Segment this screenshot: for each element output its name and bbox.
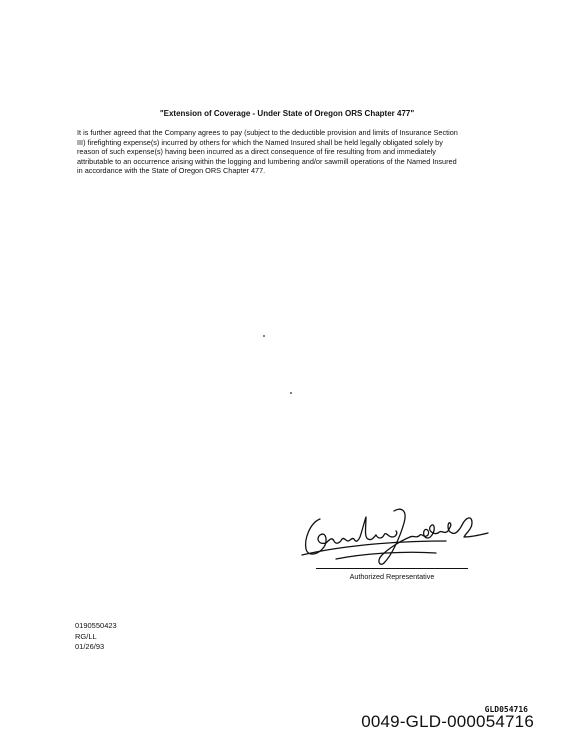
body-line: attributable to an occurrence arising within the logging and lumbering and/or sawmill operations of the Named Insured (77, 156, 457, 166)
body-line: It is further agreed that the Company agrees to pay (subject to the deductible provision and limits of Insurance Section (77, 128, 458, 137)
scan-speck (263, 335, 265, 337)
page-title: "Extension of Coverage - Under State of Oregon ORS Chapter 477" (159, 109, 415, 118)
policy-number: 0190550423 (75, 621, 117, 630)
body-line: reason of such expense(s) having been incurred as a direct consequence of fire resulting from and immediately (77, 147, 436, 157)
scan-speck (290, 392, 292, 394)
bates-stamp-large: 0049-GLD-000054716 (361, 712, 534, 731)
body-line: III) firefighting expense(s) incurred by others for which the Named Insured shall be held legally obligated solely by (77, 137, 443, 147)
initials: RG/LL (75, 631, 97, 641)
bates-stamp-small: GLD054716 (484, 705, 528, 714)
body-line: in accordance with the State of Oregon ORS Chapter 477. (77, 166, 266, 176)
reference-block (75, 621, 117, 653)
handwritten-signature (296, 497, 496, 573)
signature-rule (316, 568, 468, 569)
signature-caption: Authorized Representative (349, 572, 435, 581)
body-paragraph (77, 128, 507, 176)
document-date: 01/26/93 (75, 642, 105, 651)
